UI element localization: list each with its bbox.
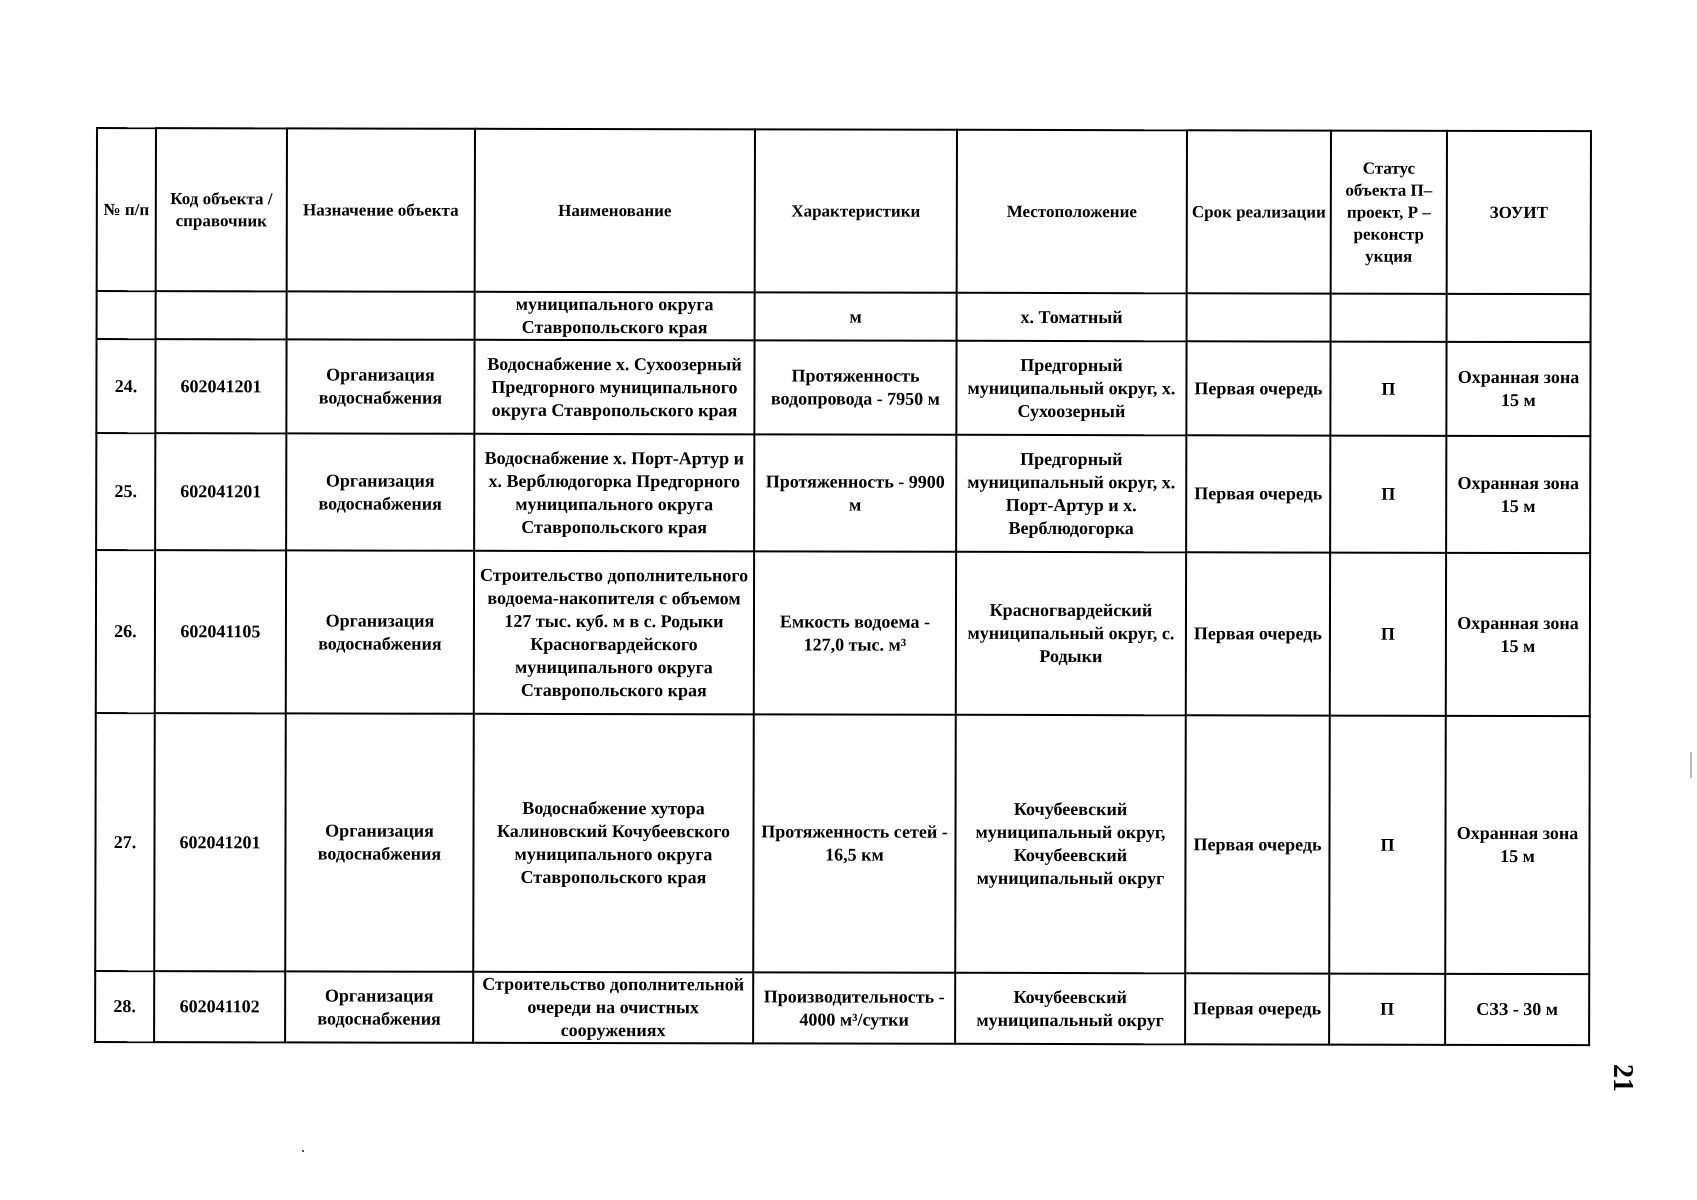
header-num: № п/п — [97, 128, 156, 291]
cell-status: П — [1330, 342, 1446, 436]
cell-characteristics: м — [755, 292, 957, 340]
cell-location: х. Томатный — [957, 293, 1187, 341]
cell-zone — [1447, 294, 1591, 342]
cell-name: Водоснабжение х. Сухоозерный Предгорного муниципального округа Ставропольского края — [474, 340, 754, 435]
cell-purpose: Организация водоснабжения — [286, 433, 474, 550]
cell-location: Предгорный муниципальный округ, х. Порт-Артур и х. Верблюдогорка — [956, 435, 1186, 552]
cell-name: Строительство дополнительного водоема-накопителя с объемом 127 тыс. куб. м в с. Родыки Красногвардейского муниципального округа Ставропольского края — [474, 551, 754, 715]
cell-location: Кочубеевский муниципальный округ, Кочубеевский муниципальный округ — [955, 715, 1186, 973]
header-status: Статус объекта П– проект, Р – реконстр укция — [1331, 131, 1447, 294]
cell-num: 24. — [96, 339, 155, 433]
page-number: 21 — [1607, 1064, 1638, 1092]
cell-zone: Охранная зона 15 м — [1445, 716, 1590, 974]
cell-purpose: Организация водоснабжения — [285, 713, 474, 971]
cell-status: П — [1330, 553, 1446, 716]
cell-num — [97, 291, 156, 339]
table-row — [95, 713, 1590, 974]
table-row — [96, 433, 1590, 553]
table-header-row — [97, 128, 1591, 294]
cell-num: 26. — [96, 550, 155, 713]
cell-status: П — [1329, 974, 1445, 1045]
table-row-continuation — [97, 291, 1591, 342]
cell-characteristics: Емкость водоема - 127,0 тыс. м³ — [754, 551, 956, 714]
cell-code: 602041201 — [155, 339, 286, 433]
cell-code: 602041105 — [155, 550, 286, 713]
header-characteristics: Характеристики — [755, 129, 957, 292]
cell-zone: Охранная зона 15 м — [1446, 553, 1590, 716]
cell-term: Первая очередь — [1186, 435, 1330, 552]
table-row — [96, 550, 1590, 716]
cell-num: 27. — [95, 713, 155, 971]
cell-characteristics: Протяженность сетей - 16,5 км — [753, 714, 956, 972]
cell-num: 25. — [96, 433, 155, 550]
cell-term: Первая очередь — [1185, 973, 1329, 1044]
scan-edge-mark — [1690, 752, 1692, 778]
cell-purpose: Организация водоснабжения — [286, 339, 474, 433]
header-zone: ЗОУИТ — [1447, 131, 1591, 294]
cell-name: муниципального округа Ставропольского края — [475, 292, 755, 341]
cell-status: П — [1330, 436, 1446, 553]
cell-term: Первая очередь — [1186, 341, 1330, 435]
cell-purpose: Организация водоснабжения — [285, 971, 473, 1042]
cell-status: П — [1329, 716, 1446, 974]
table-row — [96, 339, 1590, 436]
cell-location: Кочубеевский муниципальный округ — [955, 973, 1185, 1044]
cell-characteristics: Протяженность водопровода - 7950 м — [754, 340, 956, 434]
cell-location: Предгорный муниципальный округ, х. Сухоозерный — [956, 341, 1186, 435]
cell-zone: СЗЗ - 30 м — [1445, 974, 1589, 1045]
cell-num: 28. — [95, 971, 154, 1042]
cell-name: Водоснабжение х. Порт-Артур и х. Верблюдогорка Предгорного муниципального округа Ставропольского края — [474, 434, 754, 552]
cell-status — [1331, 294, 1447, 342]
cell-term: Первая очередь — [1185, 715, 1330, 973]
cell-code — [156, 291, 287, 339]
cell-name: Водоснабжение хутора Калиновский Кочубеевского муниципального округа Ставропольского края — [473, 714, 754, 973]
cell-location: Красногвардейский муниципальный округ, с. Родыки — [956, 552, 1186, 715]
cell-zone: Охранная зона 15 м — [1446, 436, 1590, 553]
objects-table — [94, 127, 1592, 1046]
cell-term: Первая очередь — [1186, 552, 1330, 715]
scan-speck — [302, 1150, 304, 1152]
header-name: Наименование — [475, 129, 755, 293]
table-row — [95, 971, 1589, 1045]
cell-term — [1187, 293, 1331, 341]
header-location: Местоположение — [957, 130, 1187, 293]
header-purpose: Назначение объекта — [287, 128, 475, 291]
cell-characteristics: Протяженность - 9900 м — [754, 434, 956, 551]
cell-code: 602041102 — [154, 971, 285, 1042]
cell-code: 602041201 — [155, 433, 286, 550]
cell-name: Строительство дополнительной очереди на очистных сооружениях — [473, 972, 753, 1044]
header-code: Код объекта / справочник — [156, 128, 287, 291]
cell-purpose: Организация водоснабжения — [286, 550, 474, 713]
cell-code: 602041201 — [154, 713, 286, 971]
cell-characteristics: Производительность - 4000 м³/сутки — [753, 972, 955, 1043]
header-term: Срок реализации — [1187, 130, 1331, 293]
cell-purpose — [287, 291, 475, 339]
cell-zone: Охранная зона 15 м — [1446, 342, 1590, 436]
